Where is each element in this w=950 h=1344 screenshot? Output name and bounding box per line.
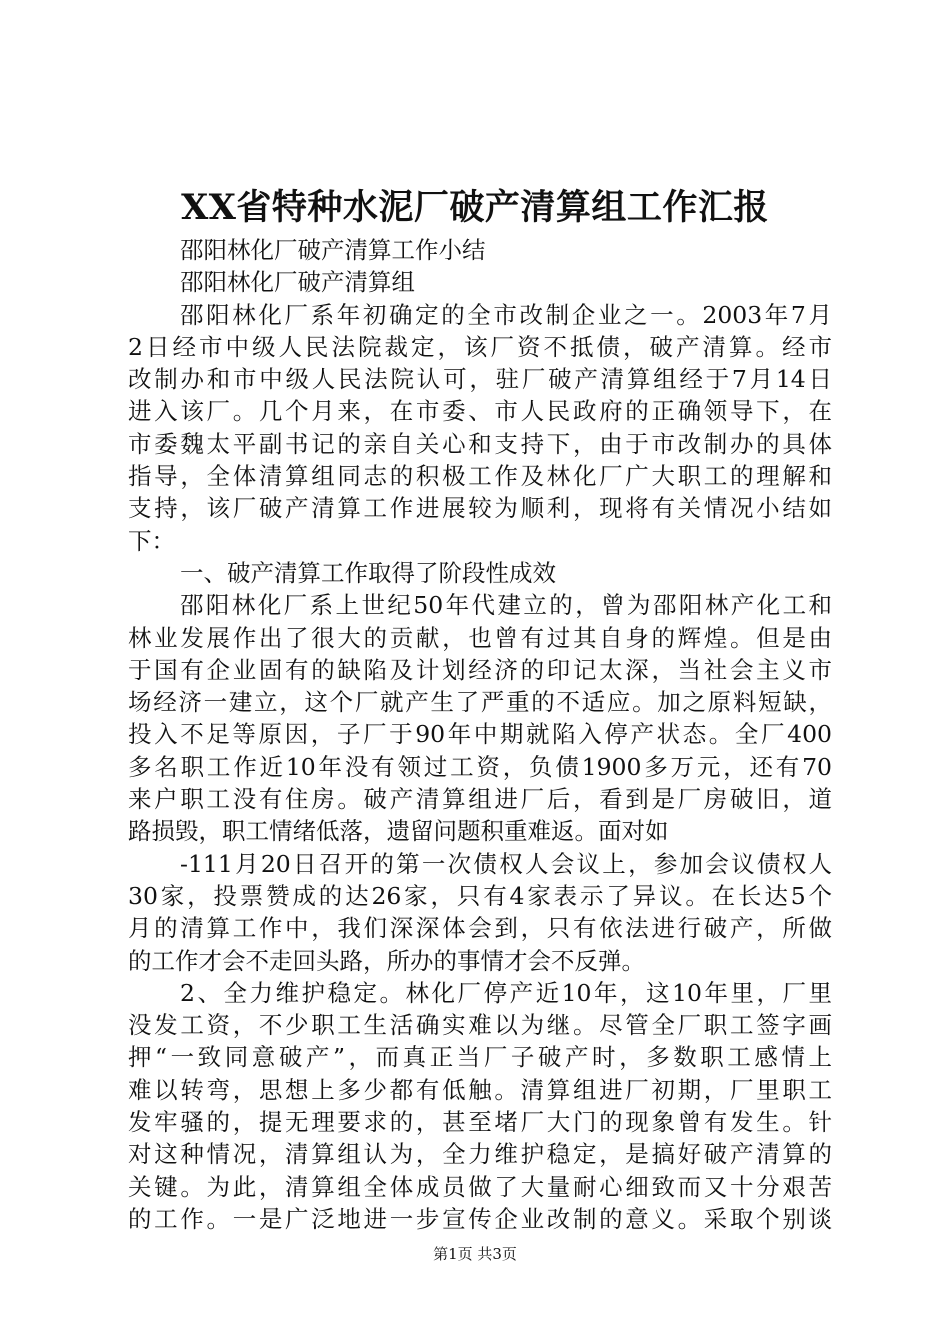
text-line: 押“一致同意破产”，而真正当厂子破产时，多数职工感情上 — [128, 1043, 832, 1072]
text-line: 的工作才会不走回头路，所办的事情才会不反弹。 — [128, 946, 645, 975]
text-line: 进入该厂。几个月来，在市委、市人民政府的正确领导下，在 — [128, 397, 832, 426]
text-line: 多名职工作近10年没有领过工资，负债1900多万元，还有70 — [128, 752, 832, 781]
document-body — [128, 234, 832, 1235]
text-line: 没发工资，不少职工生活确实难以为继。尽管全厂职工签字画 — [128, 1011, 832, 1040]
text-line: 支持，该厂破产清算工作进展较为顺利，现将有关情况小结如 — [128, 494, 832, 523]
text-line: 路损毁，职工情绪低落，遗留问题积重难返。面对如 — [128, 817, 669, 846]
text-line: 对这种情况，清算组认为，全力维护稳定，是搞好破产清算的 — [128, 1140, 832, 1169]
text-line: 于国有企业固有的缺陷及计划经济的印记太深，当社会主义市 — [128, 655, 832, 684]
section-heading: 一、破产清算工作取得了阶段性成效 — [180, 558, 556, 587]
text-line: 邵阳林化厂系年初确定的全市改制企业之一。2003年7月 — [180, 300, 832, 329]
text-line: 30家，投票赞成的达26家，只有4家表示了异议。在长达5个 — [128, 881, 832, 910]
page-footer: 第1页 共3页 — [433, 1245, 517, 1263]
text-line: 发牢骚的，提无理要求的，甚至堵厂大门的现象曾有发生。针 — [128, 1108, 832, 1137]
text-line: 2日经市中级人民法院裁定，该厂资不抵债，破产清算。经市 — [128, 332, 832, 361]
text-line: 2、全力维护稳定。林化厂停产近10年，这10年里，厂里 — [180, 978, 832, 1007]
text-line: 指导，全体清算组同志的积极工作及林化厂广大职工的理解和 — [128, 462, 832, 491]
document-title: XX省特种水泥厂破产清算组工作汇报 — [181, 187, 769, 228]
text-line: 投入不足等原因，子厂于90年中期就陷入停产状态。全厂400 — [128, 720, 832, 749]
text-line: 邵阳林化厂破产清算组 — [180, 268, 415, 297]
text-line: 市委魏太平副书记的亲自关心和支持下，由于市改制办的具体 — [128, 429, 832, 458]
text-line: 场经济一建立，这个厂就产生了严重的不适应。加之原料短缺， — [128, 688, 832, 717]
text-line: 月的清算工作中，我们深深体会到，只有依法进行破产，所做 — [128, 914, 832, 943]
text-line: 邵阳林化厂破产清算工作小结 — [180, 236, 486, 264]
text-line: 关键。为此，清算组全体成员做了大量耐心细致而又十分艰苦 — [128, 1172, 832, 1201]
text-line: 来户职工没有住房。破产清算组进厂后，看到是厂房破旧，道 — [128, 785, 832, 814]
text-line: 难以转弯，思想上多少都有低触。清算组进厂初期，厂里职工 — [128, 1075, 832, 1104]
text-line: 邵阳林化厂系上世纪50年代建立的，曾为邵阳林产化工和 — [180, 591, 832, 620]
text-line: 改制办和市中级人民法院认可，驻厂破产清算组经于7月14日 — [128, 365, 832, 394]
text-line: 的工作。一是广泛地进一步宣传企业改制的意义。采取个别谈 — [128, 1204, 832, 1233]
text-line: 下： — [128, 526, 175, 555]
text-line: -111月20日召开的第一次债权人会议上，参加会议债权人 — [180, 849, 832, 878]
text-line: 林业发展作出了很大的贡献，也曾有过其自身的辉煌。但是由 — [128, 623, 832, 652]
